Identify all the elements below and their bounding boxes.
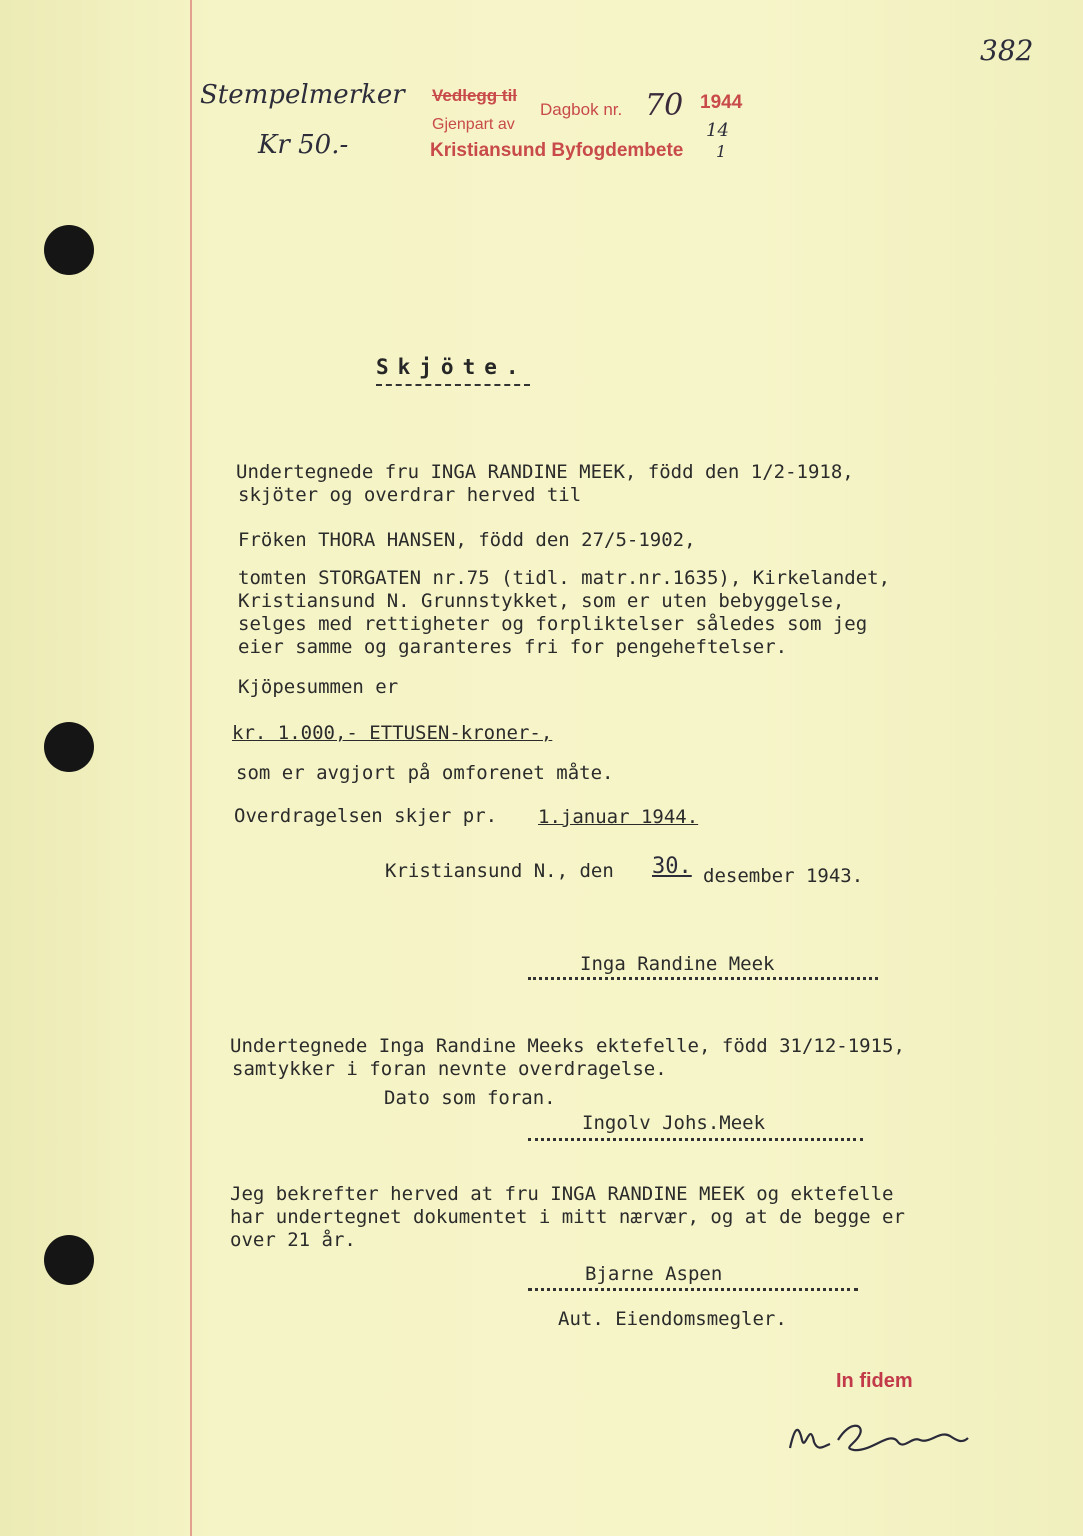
registry-stamp-date-day: 14	[706, 120, 729, 141]
body-line: eier samme og garanteres fri for pengeheftelser.	[238, 636, 788, 658]
stamp-paper-note: Stempelmerker	[200, 80, 405, 110]
margin-rule	[190, 0, 192, 1536]
in-fidem-stamp: In fidem	[836, 1370, 913, 1392]
registry-stamp-year: 1944	[700, 92, 743, 113]
place-date-prefix: Kristiansund N., den	[385, 860, 614, 882]
consent-line: samtykker i foran nevnte overdragelse.	[232, 1058, 667, 1080]
agent-signature: Bjarne Aspen	[585, 1263, 723, 1285]
consent-line: Undertegnede Inga Randine Meeks ektefelle, född 31/12-1915,	[230, 1035, 905, 1057]
price-label: Kjöpesummen er	[238, 676, 399, 698]
registry-stamp-office: Kristiansund Byfogdembete	[430, 140, 684, 161]
agent-title: Aut. Eiendomsmegler.	[558, 1308, 787, 1330]
transfer-date: 1.januar 1944.	[538, 806, 699, 828]
signature-line	[528, 977, 878, 980]
place-date-suffix: desember 1943.	[703, 865, 864, 887]
body-line: tomten STORGATEN nr.75 (tidl. matr.nr.1635), Kirkelandet,	[238, 567, 891, 589]
body-line: Undertegnede fru INGA RANDINE MEEK, född den 1/2-1918,	[236, 461, 854, 483]
witness-line: har undertegnet dokumentet i mitt nærvær, og at de begge er	[230, 1206, 905, 1228]
signature-line	[528, 1288, 858, 1291]
body-line: som er avgjort på omforenet måte.	[236, 762, 614, 784]
registry-stamp-struck: Vedlegg til	[432, 86, 518, 105]
consent-date: Dato som foran.	[384, 1087, 556, 1109]
punch-hole	[44, 225, 94, 275]
document-title: Skjöte.	[376, 355, 528, 379]
registry-stamp-dagbok-number: 70	[645, 88, 684, 123]
stamp-paper-amount: Kr 50.-	[258, 130, 349, 160]
transfer-prefix: Overdragelsen skjer pr.	[234, 805, 498, 827]
punch-hole	[44, 1235, 94, 1285]
body-line: Kristiansund N. Grunnstykket, som er uten bebyggelse,	[238, 590, 845, 612]
punch-hole	[44, 722, 94, 772]
place-date-day: 30.	[652, 854, 692, 879]
price-amount: kr. 1.000,- ETTUSEN-kroner-,	[232, 722, 553, 744]
registry-stamp-gjenpart: Gjenpart av	[432, 116, 515, 133]
page-number: 382	[980, 34, 1034, 67]
registry-stamp-date-month: 1	[716, 142, 727, 161]
body-line: selges med rettigheter og forpliktelser således som jeg	[238, 613, 868, 635]
body-line: skjöter og overdrar herved til	[238, 484, 582, 506]
witness-line: Jeg bekrefter herved at fru INGA RANDINE MEEK og ektefelle	[230, 1183, 894, 1205]
witness-line: over 21 år.	[230, 1229, 356, 1251]
seller-signature: Inga Randine Meek	[580, 953, 775, 975]
official-signature	[790, 1412, 905, 1436]
signature-line	[528, 1138, 863, 1141]
spouse-signature: Ingolv Johs.Meek	[582, 1112, 766, 1134]
body-line: Fröken THORA HANSEN, född den 27/5-1902,	[238, 529, 696, 551]
registry-stamp-dagbok-label: Dagbok nr.	[540, 100, 623, 119]
title-underline	[376, 384, 530, 386]
